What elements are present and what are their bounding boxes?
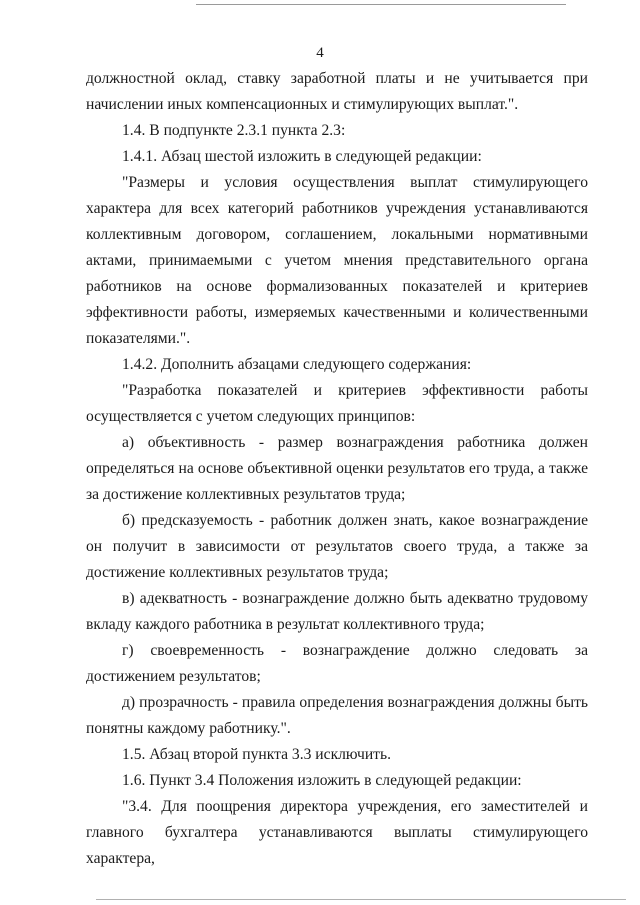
paragraph-1-4-2: 1.4.2. Дополнить абзацами следующего содержания: xyxy=(122,356,472,373)
paragraph-principle-d: д) прозрачность - правила определения вознаграждения должны быть понятны каждому работнику.". xyxy=(86,694,588,737)
paragraph-principle-b: б) предсказуемость - работник должен знать, какое вознаграждение он получит в зависимости от результатов своего труда, а также за достижение коллективных результатов труда; xyxy=(86,512,588,581)
paragraph-principle-v: в) адекватность - вознаграждение должно быть адекватно трудовому вкладу каждого работника в результат коллективного труда; xyxy=(86,590,588,633)
paragraph-quote-3-4: "3.4. Для поощрения директора учреждения, его заместителей и главного бухгалтера устанавливаются выплаты стимулирующего характера, xyxy=(86,798,588,867)
document-body xyxy=(86,66,588,872)
paragraph-principle-a: а) объективность - размер вознаграждения работника должен определяться на основе объективной оценки результатов его труда, а также за достижение коллективных результатов труда; xyxy=(86,434,588,503)
scan-bottom-edge xyxy=(96,899,626,900)
paragraph-1-4: 1.4. В подпункте 2.3.1 пункта 2.3: xyxy=(122,122,346,139)
paragraph-1-6: 1.6. Пункт 3.4 Положения изложить в следующей редакции: xyxy=(122,772,522,789)
paragraph-1-5: 1.5. Абзац второй пункта 3.3 исключить. xyxy=(122,746,391,763)
page-number: 4 xyxy=(316,45,324,61)
paragraph-continuation: должностной оклад, ставку заработной платы и не учитывается при начислении иных компенсационных и стимулирующих выплат.". xyxy=(86,70,588,113)
paragraph-1-4-1: 1.4.1. Абзац шестой изложить в следующей редакции: xyxy=(122,148,482,165)
paragraph-quote-development: "Разработка показателей и критериев эффективности работы осуществляется с учетом следующих принципов: xyxy=(86,382,588,425)
paragraph-principle-g: г) своевременность - вознаграждение должно следовать за достижением результатов; xyxy=(86,642,588,685)
paragraph-quote-sizes: "Размеры и условия осуществления выплат стимулирующего характера для всех категорий работников учреждения устанавливаются коллективным договором, соглашением, локальными нормативными актами, принимаемыми с учетом мнения представительного органа работников на основе формализованных показателей и критериев эффективности работы, измеряемых качественными и количественными показателями.". xyxy=(86,174,588,347)
scan-top-edge xyxy=(196,4,566,5)
